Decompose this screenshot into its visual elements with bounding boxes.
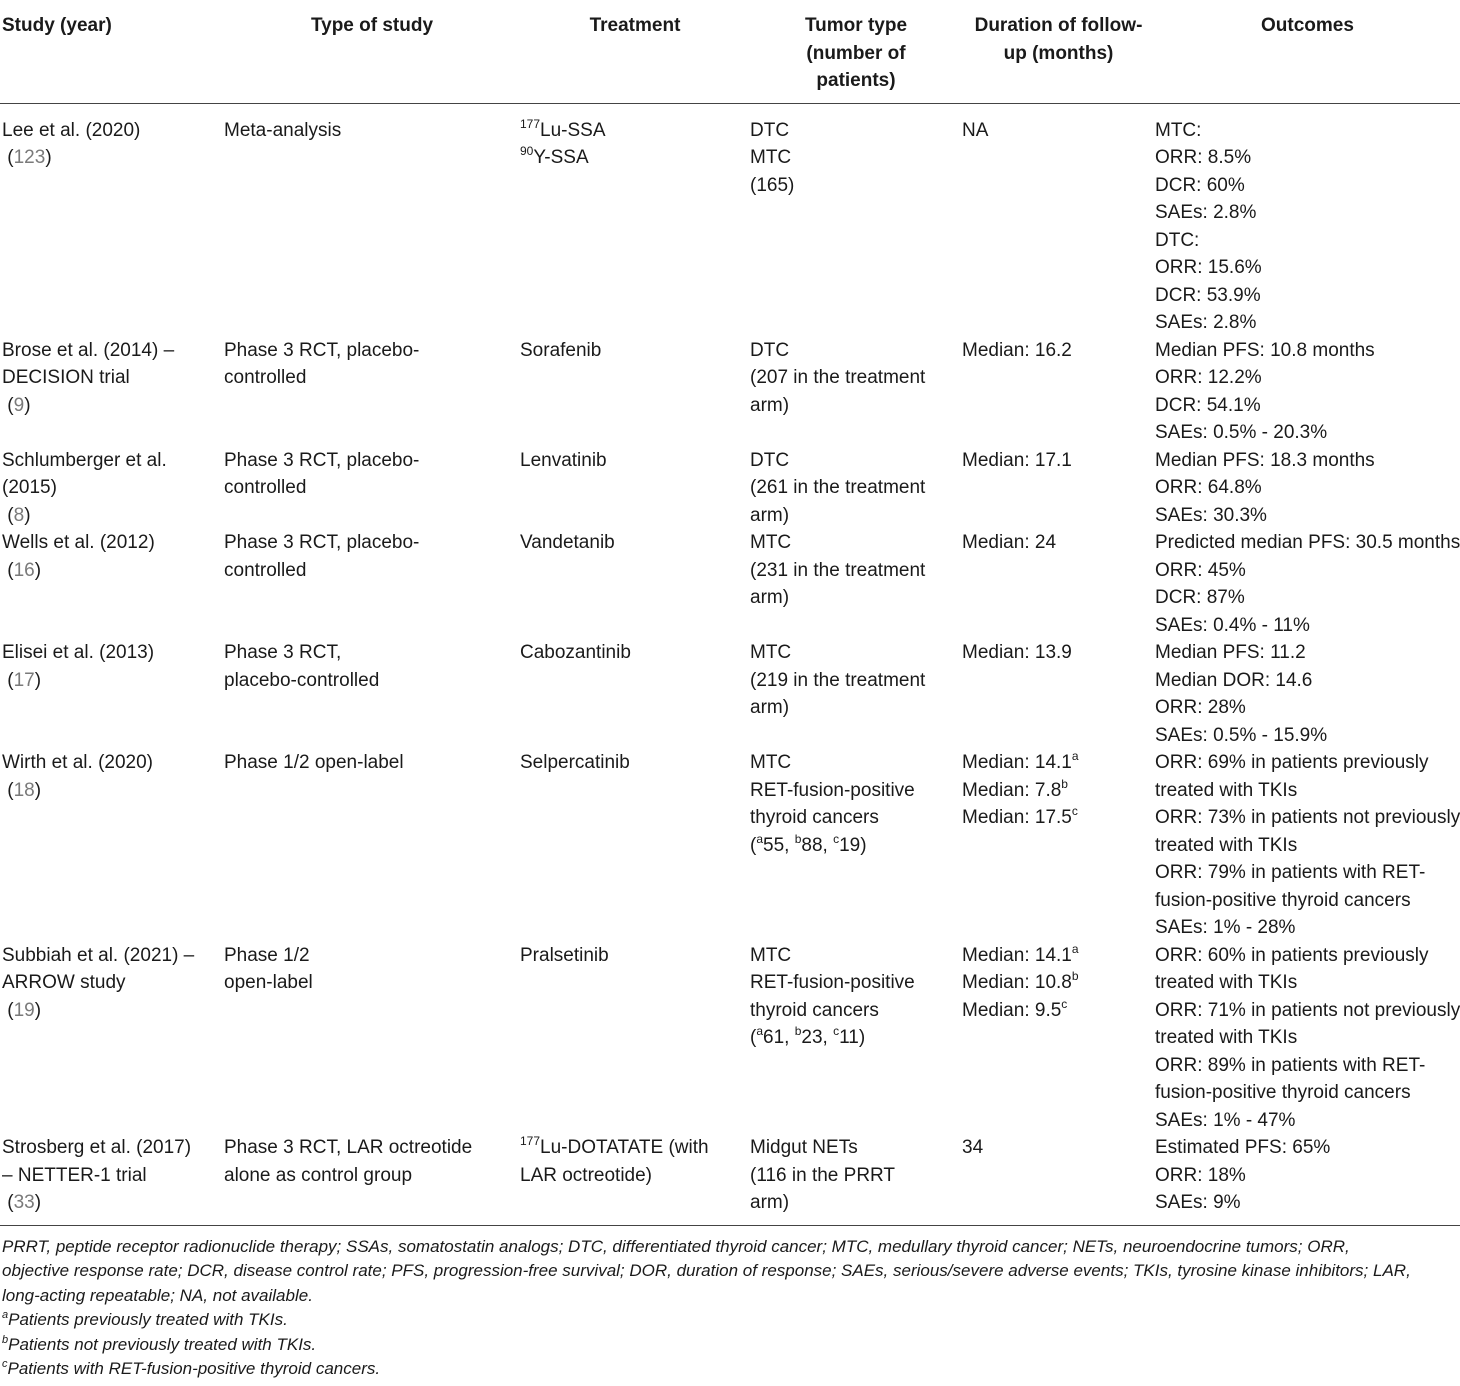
tumor-line: MTC <box>750 944 792 966</box>
cell-study <box>0 337 224 447</box>
treatment-line: Sorafenib <box>520 339 602 361</box>
tumor-line: (165) <box>750 174 795 196</box>
duration-line: Median: 14.1$^a$ <box>962 749 1079 773</box>
header-line: Treatment <box>589 15 681 36</box>
outcome-line: Median DOR: 14.6 <box>1155 669 1313 691</box>
cell-type <box>224 942 520 1135</box>
header-treatment <box>520 0 750 103</box>
study-line: DECISION trial <box>2 367 130 388</box>
cell-type <box>224 529 520 639</box>
study-reference: (17) <box>2 669 42 691</box>
table-footnotes <box>0 1226 1460 1382</box>
outcome-line: DCR: 60% <box>1155 174 1245 196</box>
outcome-line: SAEs: 2.8% <box>1155 312 1257 333</box>
type-line: controlled <box>224 477 307 498</box>
study-reference: (123) <box>2 147 52 168</box>
outcome-line: ORR: 79% in patients with RET- <box>1155 862 1426 883</box>
tumor-line: arm) <box>750 394 790 416</box>
outcome-line: fusion-positive thyroid cancers <box>1155 889 1411 911</box>
header-type <box>224 0 520 103</box>
header-row <box>0 0 1460 103</box>
superscript-mark: a <box>1071 749 1079 763</box>
superscript-mark: c <box>833 1024 840 1038</box>
cell-outcomes <box>1155 749 1460 942</box>
reference-number: 16 <box>13 559 35 581</box>
type-line: Phase 3 RCT, LAR octreotide <box>224 1137 473 1158</box>
cell-tumor-type <box>750 529 962 639</box>
cell-duration <box>962 1134 1155 1225</box>
outcome-line: Predicted median PFS: 30.5 months <box>1155 532 1460 553</box>
header-line: (number of <box>806 42 906 64</box>
superscript-mark: a <box>2 1309 9 1321</box>
table-row <box>0 337 1460 447</box>
study-reference: (19) <box>2 999 42 1021</box>
cell-duration <box>962 103 1155 337</box>
tumor-line: DTC <box>750 119 790 141</box>
treatment-line: $^{177}$Lu-SSA <box>520 116 606 141</box>
header-duration <box>962 0 1155 103</box>
tumor-line: Midgut NETs <box>750 1137 858 1158</box>
duration-line: Median: 17.1 <box>962 449 1072 471</box>
tumor-line: arm) <box>750 697 790 718</box>
outcome-line: treated with TKIs <box>1155 834 1298 856</box>
cell-study <box>0 749 224 942</box>
outcome-line: ORR: 73% in patients not previously <box>1155 807 1460 828</box>
duration-line: Median: 24 <box>962 532 1057 553</box>
duration-line: Median: 17.5$^c$ <box>962 804 1078 828</box>
abbreviation-line: PRRT, peptide receptor radionuclide therapy; SSAs, somatostatin analogs; DTC, differentiated thyroid cancer; MTC, medullary thyroid cancer; NETs, neuroendocrine tumors; ORR, <box>2 1236 1350 1256</box>
study-line: Strosberg et al. (2017) <box>2 1137 192 1158</box>
table-row <box>0 749 1460 942</box>
type-line: Phase 3 RCT, <box>224 642 342 663</box>
header-line: Duration of follow- <box>974 15 1143 36</box>
reference-number: 8 <box>13 504 25 526</box>
cell-treatment <box>520 639 750 749</box>
table-header <box>0 0 1460 103</box>
duration-line: 34 <box>962 1137 984 1158</box>
superscript-mark: a <box>1071 941 1079 956</box>
superscript-mark: a <box>756 1024 764 1038</box>
header-outcomes <box>1155 0 1460 103</box>
reference-number: 19 <box>13 999 35 1021</box>
table-row <box>0 103 1460 337</box>
cell-outcomes <box>1155 942 1460 1135</box>
outcome-line: treated with TKIs <box>1155 972 1298 993</box>
superscript-mark: b <box>2 1333 9 1346</box>
cell-duration <box>962 337 1155 447</box>
tumor-line: (207 in the treatment <box>750 367 926 388</box>
cell-study <box>0 639 224 749</box>
tumor-line: (231 in the treatment <box>750 559 926 581</box>
cell-duration <box>962 749 1155 942</box>
outcome-line: DCR: 54.1% <box>1155 394 1261 416</box>
treatment-line: Cabozantinib <box>520 642 631 663</box>
treatment-line: Pralsetinib <box>520 944 609 966</box>
study-line: Brose et al. (2014) – <box>2 339 175 361</box>
outcome-line: MTC: <box>1155 119 1202 141</box>
outcome-line: Median PFS: 10.8 months <box>1155 339 1375 361</box>
tumor-line: arm) <box>750 587 790 608</box>
superscript-mark: a <box>756 831 764 846</box>
treatment-line: LAR octreotide) <box>520 1164 653 1186</box>
outcome-line: ORR: 28% <box>1155 697 1246 718</box>
superscript-mark: 90 <box>520 144 534 158</box>
tumor-line: DTC <box>750 449 790 471</box>
cell-study <box>0 1134 224 1225</box>
outcome-line: ORR: 45% <box>1155 559 1246 581</box>
study-reference: (16) <box>2 559 42 581</box>
study-line: Lee et al. (2020) <box>2 119 141 141</box>
tumor-line: (116 in the PRRT <box>750 1164 896 1186</box>
type-line: Phase 1/2 <box>224 944 310 966</box>
cell-outcomes <box>1155 103 1460 337</box>
abbreviation-line: long-acting repeatable; NA, not available. <box>2 1285 313 1305</box>
type-line: Phase 3 RCT, placebo- <box>224 339 420 361</box>
outcome-line: ORR: 71% in patients not previously <box>1155 999 1460 1021</box>
study-reference: (8) <box>2 504 31 526</box>
cell-duration <box>962 529 1155 639</box>
superscript-mark: b <box>1061 776 1068 791</box>
tumor-line: thyroid cancers <box>750 999 879 1021</box>
cell-type <box>224 1134 520 1225</box>
superscript-mark: 177 <box>520 116 541 131</box>
type-line: placebo-controlled <box>224 669 380 691</box>
outcome-line: ORR: 12.2% <box>1155 367 1262 388</box>
superscript-mark: 177 <box>520 1134 541 1148</box>
cell-type <box>224 639 520 749</box>
reference-number: 9 <box>13 394 25 416</box>
cell-treatment <box>520 337 750 447</box>
header-line: up (months) <box>1003 42 1114 64</box>
cell-treatment <box>520 942 750 1135</box>
cell-tumor-type <box>750 942 962 1135</box>
superscript-mark: c <box>1061 996 1068 1011</box>
study-line: ARROW study <box>2 972 126 993</box>
study-line: Schlumberger et al. <box>2 449 167 471</box>
cell-type <box>224 749 520 942</box>
duration-line: Median: 7.8$^b$ <box>962 776 1068 801</box>
cell-study <box>0 447 224 530</box>
cell-treatment <box>520 447 750 530</box>
outcome-line: Median PFS: 11.2 <box>1155 642 1306 663</box>
duration-line: Median: 9.5$^c$ <box>962 996 1068 1021</box>
superscript-mark: b <box>1071 969 1079 983</box>
table-row <box>0 639 1460 749</box>
cell-duration <box>962 447 1155 530</box>
cell-outcomes <box>1155 639 1460 749</box>
reference-number: 18 <box>13 779 35 801</box>
cell-tumor-type <box>750 749 962 942</box>
study-line: Subbiah et al. (2021) – <box>2 944 195 966</box>
type-line: controlled <box>224 367 307 388</box>
header-line: Type of study <box>310 15 434 36</box>
outcome-line: fusion-positive thyroid cancers <box>1155 1082 1411 1103</box>
tumor-line: RET-fusion-positive <box>750 972 915 993</box>
outcome-line: Median PFS: 18.3 months <box>1155 449 1375 471</box>
tumor-line: MTC <box>750 752 792 773</box>
outcome-line: Estimated PFS: 65% <box>1155 1137 1331 1158</box>
outcome-line: ORR: 69% in patients previously <box>1155 752 1429 773</box>
outcome-line: ORR: 89% in patients with RET- <box>1155 1054 1426 1076</box>
outcome-line: DCR: 53.9% <box>1155 284 1261 306</box>
cell-outcomes <box>1155 529 1460 639</box>
footnote-b: $^b$Patients not previously treated with TKIs. <box>2 1333 317 1354</box>
superscript-mark: c <box>1071 804 1078 818</box>
outcome-line: ORR: 18% <box>1155 1164 1246 1186</box>
cell-type <box>224 337 520 447</box>
outcome-line: treated with TKIs <box>1155 1027 1298 1048</box>
duration-line: Median: 14.1$^a$ <box>962 941 1079 966</box>
type-line: controlled <box>224 559 307 581</box>
outcome-line: SAEs: 0.5% - 15.9% <box>1155 724 1328 746</box>
duration-line: Median: 16.2 <box>962 339 1072 361</box>
outcome-line: SAEs: 0.4% - 11% <box>1155 614 1310 636</box>
outcome-line: treated with TKIs <box>1155 779 1298 801</box>
cell-tumor-type <box>750 447 962 530</box>
reference-number: 17 <box>13 669 35 691</box>
study-line: – NETTER-1 trial <box>2 1164 147 1186</box>
tumor-line: RET-fusion-positive <box>750 779 915 801</box>
table-row <box>0 529 1460 639</box>
reference-number: 33 <box>13 1192 35 1213</box>
outcome-line: SAEs: 1% - 28% <box>1155 917 1296 938</box>
header-line: Outcomes <box>1261 15 1354 36</box>
tumor-line: ($^a$61, $^b$23, $^c$11) <box>750 1024 866 1048</box>
cell-study <box>0 529 224 639</box>
outcome-line: DCR: 87% <box>1155 587 1245 608</box>
footnote-a: $^a$Patients previously treated with TKIs. <box>2 1309 288 1329</box>
outcome-line: SAEs: 9% <box>1155 1192 1241 1213</box>
study-line: Wells et al. (2012) <box>2 532 155 553</box>
superscript-mark: c <box>2 1358 8 1370</box>
type-line: Meta-analysis <box>224 119 342 141</box>
tumor-line: DTC <box>750 339 790 361</box>
treatment-line: $^{90}$Y-SSA <box>520 144 589 168</box>
header-line: patients) <box>816 70 896 91</box>
study-reference: (33) <box>2 1192 42 1213</box>
cell-treatment <box>520 1134 750 1225</box>
treatment-line: Selpercatinib <box>520 752 630 773</box>
tumor-line: MTC <box>750 147 792 168</box>
outcome-line: SAEs: 0.5% - 20.3% <box>1155 422 1328 443</box>
abbreviation-line: objective response rate; DCR, disease control rate; PFS, progression-free survival; DOR, duration of response; SAEs, serious/severe adverse events; TKIs, tyrosine kinase inhibitors; LAR, <box>2 1261 1411 1280</box>
cell-outcomes <box>1155 447 1460 530</box>
type-line: Phase 1/2 open-label <box>224 752 404 773</box>
header-tumor-type <box>750 0 962 103</box>
table-row <box>0 942 1460 1135</box>
type-line: Phase 3 RCT, placebo- <box>224 449 420 471</box>
tumor-line: (261 in the treatment <box>750 477 926 498</box>
cell-duration <box>962 942 1155 1135</box>
superscript-mark: c <box>833 831 840 846</box>
cell-study <box>0 103 224 337</box>
outcome-line: DTC: <box>1155 229 1200 251</box>
tumor-line: MTC <box>750 532 792 553</box>
superscript-mark: b <box>794 831 802 846</box>
duration-line: Median: 13.9 <box>962 642 1072 663</box>
footnote-c: $^c$Patients with RET-fusion-positive thyroid cancers. <box>2 1358 381 1378</box>
cell-tumor-type <box>750 1134 962 1225</box>
type-line: alone as control group <box>224 1164 413 1186</box>
study-reference: (9) <box>2 394 31 416</box>
treatment-line: Lenvatinib <box>520 449 607 471</box>
cell-type <box>224 447 520 530</box>
outcome-line: ORR: 15.6% <box>1155 257 1262 278</box>
header-line: Study (year) <box>2 15 112 36</box>
tumor-line: ($^a$55, $^b$88, $^c$19) <box>750 831 867 856</box>
tumor-line: thyroid cancers <box>750 807 879 828</box>
cell-study <box>0 942 224 1135</box>
cell-outcomes <box>1155 1134 1460 1225</box>
outcome-line: ORR: 60% in patients previously <box>1155 944 1429 966</box>
treatment-line: Vandetanib <box>520 532 615 553</box>
study-reference: (18) <box>2 779 42 801</box>
outcome-line: ORR: 64.8% <box>1155 477 1262 498</box>
header-study <box>0 0 224 103</box>
tumor-line: (219 in the treatment <box>750 669 926 691</box>
outcome-line: SAEs: 2.8% <box>1155 202 1257 223</box>
cell-type <box>224 103 520 337</box>
reference-number: 123 <box>13 147 46 168</box>
outcome-line: SAEs: 1% - 47% <box>1155 1109 1296 1131</box>
tumor-line: arm) <box>750 1192 790 1213</box>
cell-treatment <box>520 529 750 639</box>
cell-tumor-type <box>750 639 962 749</box>
superscript-mark: b <box>794 1024 802 1038</box>
table-row <box>0 1134 1460 1225</box>
cell-treatment <box>520 749 750 942</box>
outcome-line: SAEs: 30.3% <box>1155 504 1267 526</box>
treatment-line: $^{177}$Lu-DOTATATE (with <box>520 1134 709 1158</box>
study-line: (2015) <box>2 477 57 498</box>
type-line: Phase 3 RCT, placebo- <box>224 532 420 553</box>
tumor-line: MTC <box>750 642 792 663</box>
cell-duration <box>962 639 1155 749</box>
type-line: open-label <box>224 972 313 993</box>
outcome-line: ORR: 8.5% <box>1155 147 1252 168</box>
header-line: Tumor type <box>804 15 908 36</box>
tumor-line: arm) <box>750 504 790 526</box>
study-line: Elisei et al. (2013) <box>2 642 155 663</box>
duration-line: Median: 10.8$^b$ <box>962 969 1079 993</box>
table-row <box>0 447 1460 530</box>
cell-tumor-type <box>750 337 962 447</box>
cell-tumor-type <box>750 103 962 337</box>
cell-outcomes <box>1155 337 1460 447</box>
table-body <box>0 103 1460 1225</box>
duration-line: NA <box>962 119 989 141</box>
study-line: Wirth et al. (2020) <box>2 752 153 773</box>
cell-treatment <box>520 103 750 337</box>
